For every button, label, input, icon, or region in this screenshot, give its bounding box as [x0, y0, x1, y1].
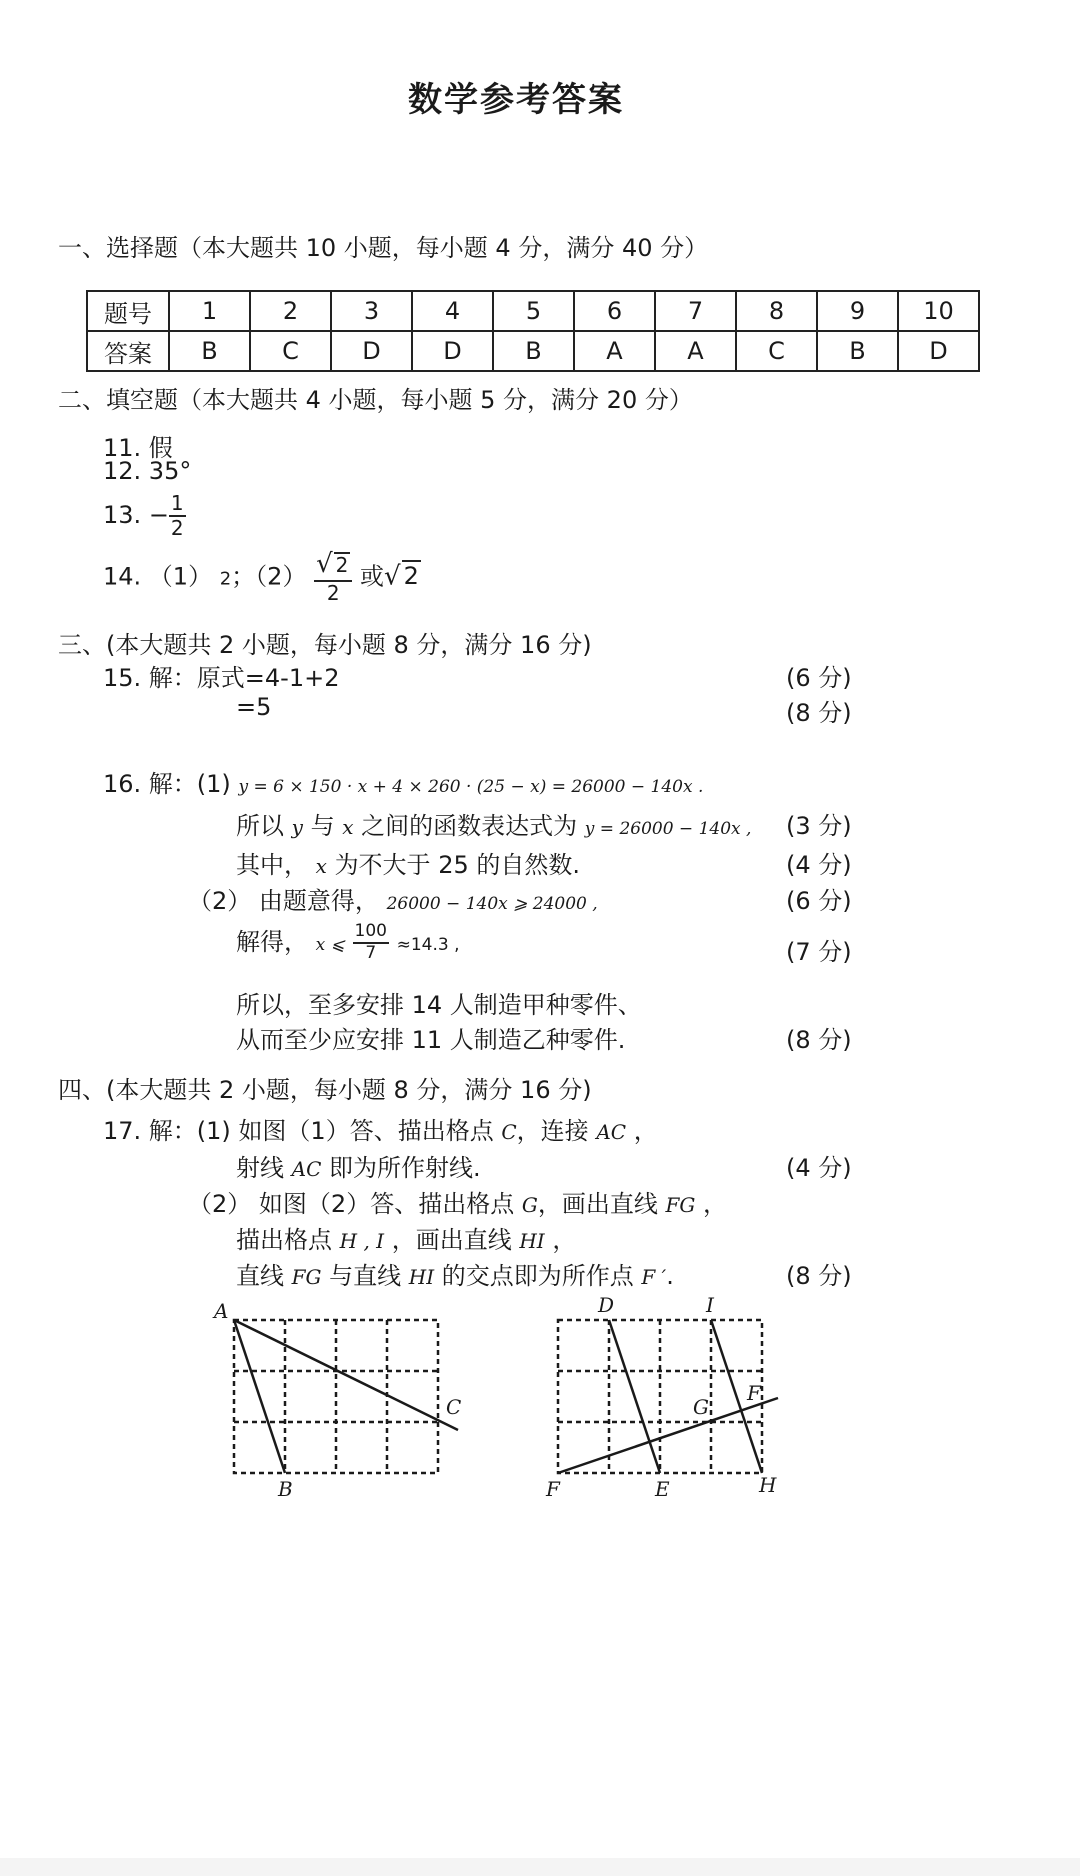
- text: 之间的函数表达式为: [361, 812, 578, 840]
- table-cell: 1: [169, 291, 250, 331]
- table-cell: D: [898, 331, 979, 371]
- segment-ab: [234, 1320, 285, 1473]
- label-f: F: [546, 1477, 560, 1501]
- text: 解得，: [236, 928, 308, 956]
- q16-line7: 从而至少应安排 11 人制造乙种零件.: [236, 1026, 626, 1054]
- points-h-i: H , I: [339, 1229, 385, 1253]
- table-cell: A: [655, 331, 736, 371]
- dashed-grid: [558, 1320, 762, 1473]
- text: 的交点即为所作点: [441, 1262, 634, 1290]
- score-label: (6 分): [786, 887, 852, 915]
- text: .: [666, 1262, 674, 1290]
- line-fg: [558, 1398, 778, 1473]
- section-heading-4: 四、(本大题共 2 小题，每小题 8 分，满分 16 分): [58, 1076, 592, 1104]
- label-c: C: [446, 1395, 462, 1419]
- page-title: 数学参考答案: [408, 80, 624, 120]
- line-fg: FG: [291, 1265, 322, 1289]
- table-cell: B: [493, 331, 574, 371]
- q17-line3: [188, 1184, 727, 1219]
- q16-line4: [188, 881, 598, 916]
- text: 描出格点: [236, 1226, 332, 1254]
- answer-14-sep: ；（2）: [231, 562, 307, 591]
- table-row-numbers: [87, 291, 979, 331]
- section-heading-3: 三、(本大题共 2 小题，每小题 8 分，满分 16 分): [58, 631, 592, 659]
- table-cell: 3: [331, 291, 412, 331]
- figure-2-diagram: [530, 1290, 800, 1510]
- table-cell: B: [169, 331, 250, 371]
- text: 为不大于 25 的自然数.: [334, 851, 580, 879]
- label-f-prime: F: [747, 1381, 761, 1405]
- table-header-cell: 题号: [87, 291, 169, 331]
- answer-13-sign: −: [148, 501, 169, 529]
- equation: y = 26000 − 140x ,: [584, 819, 752, 839]
- score-label: (8 分): [786, 1026, 852, 1054]
- text: ，: [552, 1226, 577, 1254]
- label-d: D: [598, 1293, 615, 1317]
- q16-label: 16. 解：(1): [103, 770, 231, 798]
- section-heading-fill: 二、填空题（本大题共 4 小题，每小题 5 分，满分 20 分）: [58, 386, 693, 414]
- point-f-prime: F ′: [641, 1265, 667, 1289]
- part-label: （2）: [188, 1190, 252, 1218]
- text: 如图（2）答、描出格点: [258, 1190, 515, 1218]
- label-i: I: [706, 1293, 714, 1317]
- table-cell: D: [412, 331, 493, 371]
- text: 所以: [236, 812, 284, 840]
- radicand: 2: [403, 562, 419, 591]
- part-label: （2）: [188, 887, 252, 915]
- q15-line1: 15. 解：原式=4-1+2: [103, 664, 340, 692]
- table-cell: 7: [655, 291, 736, 331]
- line-hi: HI: [408, 1265, 435, 1289]
- fraction-denominator: 2: [326, 580, 340, 605]
- text: 由题意得，: [258, 887, 379, 915]
- text: ，画出直线: [391, 1226, 512, 1254]
- table-cell: 5: [493, 291, 574, 331]
- q17-line4: [236, 1220, 576, 1255]
- label-e: E: [655, 1477, 670, 1501]
- q16-line5: [236, 922, 460, 964]
- table-cell: 4: [412, 291, 493, 331]
- answer-12: 12. 35°: [103, 457, 192, 485]
- ray-ac: AC: [291, 1157, 322, 1181]
- dashed-grid: [234, 1320, 438, 1473]
- q17-line5: [236, 1256, 674, 1291]
- text: 如图（1）答、描出格点: [238, 1117, 494, 1145]
- inequality: 26000 − 140x ⩾ 24000 ,: [386, 894, 598, 914]
- text: 与: [310, 812, 335, 840]
- answer-13-label: 13.: [103, 501, 142, 529]
- line-fg: FG: [665, 1193, 696, 1217]
- segment-de: [609, 1320, 660, 1473]
- text: ，连接: [516, 1117, 589, 1145]
- text: 射线: [236, 1154, 284, 1182]
- var-y: y: [291, 815, 303, 839]
- table-cell: B: [817, 331, 898, 371]
- score-label: (4 分): [786, 851, 852, 879]
- point-g: G: [521, 1193, 538, 1217]
- q15-line2: =5: [236, 693, 272, 721]
- radicand: 2: [335, 553, 349, 577]
- q17-label: 17. 解：(1): [103, 1117, 231, 1145]
- q16-equation: y = 6 × 150 · x + 4 × 260 · (25 − x) = 26000 − 140x .: [238, 777, 704, 797]
- sqrt-icon: √: [384, 561, 401, 592]
- table-row-answers: [87, 331, 979, 371]
- sqrt-icon: √: [316, 549, 333, 579]
- fraction-numerator: [314, 550, 352, 582]
- text: 与直线: [329, 1262, 402, 1290]
- table-cell: 9: [817, 291, 898, 331]
- text: 其中，: [236, 851, 308, 879]
- section-heading-choice: 一、选择题（本大题共 10 小题，每小题 4 分，满分 40 分）: [58, 234, 709, 262]
- answer-14: [103, 550, 421, 605]
- table-cell: C: [250, 331, 331, 371]
- text: ，画出直线: [537, 1190, 658, 1218]
- label-a: A: [214, 1299, 229, 1323]
- point-c: C: [501, 1120, 517, 1144]
- table-cell: 10: [898, 291, 979, 331]
- fraction-numerator: 1: [170, 491, 184, 515]
- q16-line1: [103, 764, 703, 799]
- table-cell: 8: [736, 291, 817, 331]
- fraction: [353, 922, 389, 963]
- table-header-cell: 答案: [87, 331, 169, 371]
- table-cell: D: [331, 331, 412, 371]
- table-cell: 6: [574, 291, 655, 331]
- table-cell: C: [736, 331, 817, 371]
- label-g: G: [693, 1395, 709, 1419]
- segment-ac: AC: [596, 1120, 627, 1144]
- text: 直线: [236, 1262, 284, 1290]
- table-cell: 2: [250, 291, 331, 331]
- score-label: (8 分): [786, 699, 852, 727]
- score-label: (7 分): [786, 938, 852, 966]
- bottom-strip: [0, 1858, 1080, 1876]
- answer-14-label: 14. （1）: [103, 562, 213, 591]
- answer-14-part1: 2: [219, 568, 232, 590]
- label-h: H: [759, 1473, 777, 1497]
- text: ，: [633, 1117, 658, 1145]
- fraction-numerator: 100: [353, 922, 389, 944]
- inequality-part: x ⩽: [315, 935, 345, 955]
- score-label: (6 分): [786, 664, 852, 692]
- ray-ac: [234, 1320, 458, 1430]
- var-x: x: [342, 815, 354, 839]
- answer-table: [86, 290, 980, 372]
- answer-13: [103, 492, 186, 540]
- table-cell: A: [574, 331, 655, 371]
- fraction-denominator: 2: [170, 516, 184, 540]
- score-label: (8 分): [786, 1262, 852, 1290]
- q17-line2: [236, 1148, 481, 1183]
- answer-11: 11. 假: [103, 434, 173, 462]
- label-b: B: [278, 1477, 293, 1501]
- fraction-denominator: 7: [365, 943, 377, 963]
- q16-line2: [236, 806, 751, 841]
- var-x: x: [315, 854, 327, 878]
- q16-line3: [236, 845, 580, 880]
- score-label: (4 分): [786, 1154, 852, 1182]
- fraction: [314, 550, 352, 605]
- q16-line6: 所以，至多安排 14 人制造甲种零件、: [236, 991, 642, 1019]
- fraction: [169, 492, 186, 540]
- text: ，: [702, 1190, 727, 1218]
- approx-value: ≈14.3 ,: [396, 935, 460, 955]
- answer-14-or: 或: [360, 562, 385, 591]
- line-hi: HI: [519, 1229, 545, 1253]
- figure-1-diagram: [200, 1290, 480, 1510]
- score-label: (3 分): [786, 812, 852, 840]
- text: 即为所作射线.: [329, 1154, 481, 1182]
- q17-line1: [103, 1111, 658, 1146]
